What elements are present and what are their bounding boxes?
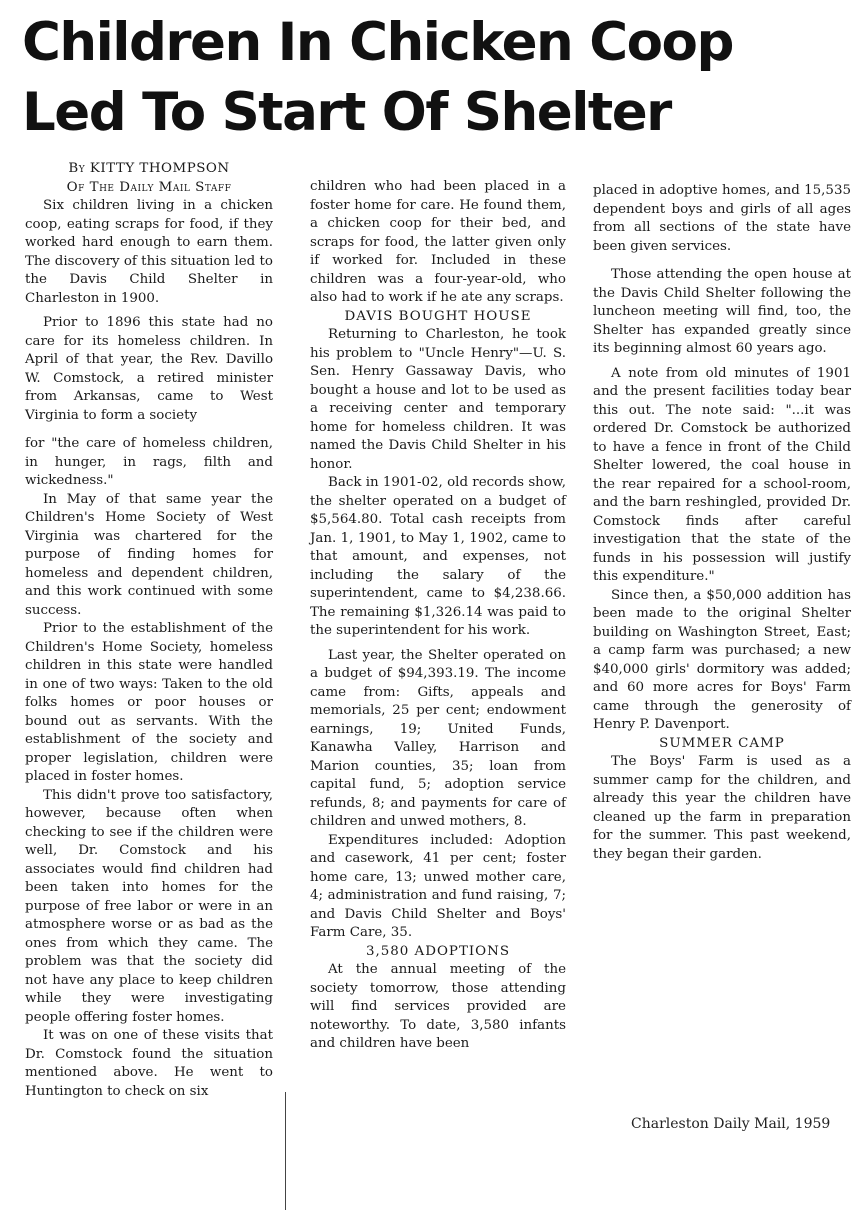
paragraph: placed in adoptive homes, and 15,535 dependent boys and girls of all ages from all sections of the state have been given services. xyxy=(593,183,851,254)
paragraph: The Boys' Farm is used as a summer camp for the children, and already this year the children have cleaned up the farm in preparation for the summer. This past weekend, they began their garden. xyxy=(593,754,851,862)
headline-line-1: Children In Chicken Coop xyxy=(22,12,733,73)
paragraph: Prior to the establishment of the Children's Home Society, homeless children in this state were handled in one of two ways: Taken to the old folks homes or poor houses or bound out as servants. With the establishment of the society and proper legislation, children were placed in foster homes. xyxy=(25,621,273,784)
subhead-adoptions: 3,580 ADOPTIONS xyxy=(365,943,511,959)
subhead-davis: DAVIS BOUGHT HOUSE xyxy=(344,308,532,324)
column-3 xyxy=(593,182,851,864)
paragraph: for "the care of homeless children, in hunger, in rags, filth and wickedness." xyxy=(25,436,273,488)
headline-line-2: Led To Start Of Shelter xyxy=(22,82,671,143)
column-2 xyxy=(310,178,566,1054)
staff-line: Of The Daily Mail Staff xyxy=(66,179,232,195)
paragraph: A note from old minutes of 1901 and the present facilities today bear this out. The note said: "...it was ordered Dr. Comstock be authorized to have a fence in front of the Child Shelter lowered, the coal house in the rear repaired for a school-room, and the barn reshingled, provided Dr. Comstock finds after careful investigation that the state of the funds in his possession will justify this expenditure." xyxy=(593,365,851,584)
paragraph: Since then, a $50,000 addition has been made to the original Shelter building on Washington Street, East; a camp farm was purchased; a new $40,000 girls' dormitory was added; and 60 more acres for Boys' Farm came through the generosity of Henry P. Davenport. xyxy=(593,587,851,732)
byline: By KITTY THOMPSON xyxy=(68,161,230,176)
headline xyxy=(22,8,852,148)
paragraph: children who had been placed in a foster home for care. He found them, a chicken coop for their bed, and scraps for food, the latter given only if worked for. Included in these children was a four-year-old, who also had to work if he ate any scraps. xyxy=(310,179,566,305)
paragraph: Last year, the Shelter operated on a budget of $94,393.19. The income came from: Gifts, appeals and memorials, 25 per cent; endowment earnings, 19; United Funds, Kanawha Valley, Harrison and Marion counties, 35; loan from capital fund, 5; adoption service refunds, 8; and payments for care of children and unwed mothers, 8. xyxy=(310,647,566,829)
paragraph: Returning to Charleston, he took his problem to "Uncle Henry"—U. S. Sen. Henry Gassaway Davis, who bought a house and lot to be used as a receiving center and temporary home for homeless children. It was named the Davis Child Shelter in his honor. xyxy=(310,327,566,472)
subhead-camp: SUMMER CAMP xyxy=(659,735,785,751)
paragraph: Expenditures included: Adoption and casework, 41 per cent; foster home care, 13; unwed mother care, 4; administration and fund raising, 7; and Davis Child Shelter and Boys' Farm Care, 35. xyxy=(310,832,566,940)
source-credit: Charleston Daily Mail, 1959 xyxy=(631,1116,831,1132)
paragraph: Those attending the open house at the Davis Child Shelter following the luncheon meeting will find, too, the Shelter has expanded greatly since its beginning almost 60 years ago. xyxy=(593,267,851,356)
column-rule xyxy=(285,1092,286,1210)
paragraph: Six children living in a chicken coop, eating scraps for food, if they worked hard enough to earn them. The discovery of this situation led to the Davis Child Shelter in Charleston in 1900. xyxy=(25,198,273,306)
column-1 xyxy=(25,160,273,1101)
paragraph: Prior to 1896 this state had no care for its homeless children. In April of that year, the Rev. Davillo W. Comstock, a retired minister from Arkansas, came to West Virginia to form a society xyxy=(25,315,273,423)
paragraph: This didn't prove too satisfactory, however, because often when checking to see if the children were well, Dr. Comstock and his associates would find children had been taken into homes for the purpose of free labor or were in an atmosphere worse or as bad as the ones from which they came. The problem was that the society did not have any place to keep children while they were investigating people offering foster homes. xyxy=(25,787,273,1025)
paragraph: It was on one of these visits that Dr. Comstock found the situation mentioned above. He went to Huntington to check on six xyxy=(25,1028,273,1099)
paragraph: Back in 1901-02, old records show, the shelter operated on a budget of $5,564.80. Total cash receipts from Jan. 1, 1901, to May 1, 1902, came to that amount, and expenses, not including the salary of the superintendent, came to $4,238.66. The remaining $1,326.14 was paid to the superintendent for his work. xyxy=(310,475,566,638)
paragraph: At the annual meeting of the society tomorrow, those attending will find services provided are noteworthy. To date, 3,580 infants and children have been xyxy=(310,962,566,1051)
paragraph: In May of that same year the Children's Home Society of West Virginia was chartered for the purpose of finding homes for homeless and dependent children, and this work continued with some success. xyxy=(25,491,273,618)
